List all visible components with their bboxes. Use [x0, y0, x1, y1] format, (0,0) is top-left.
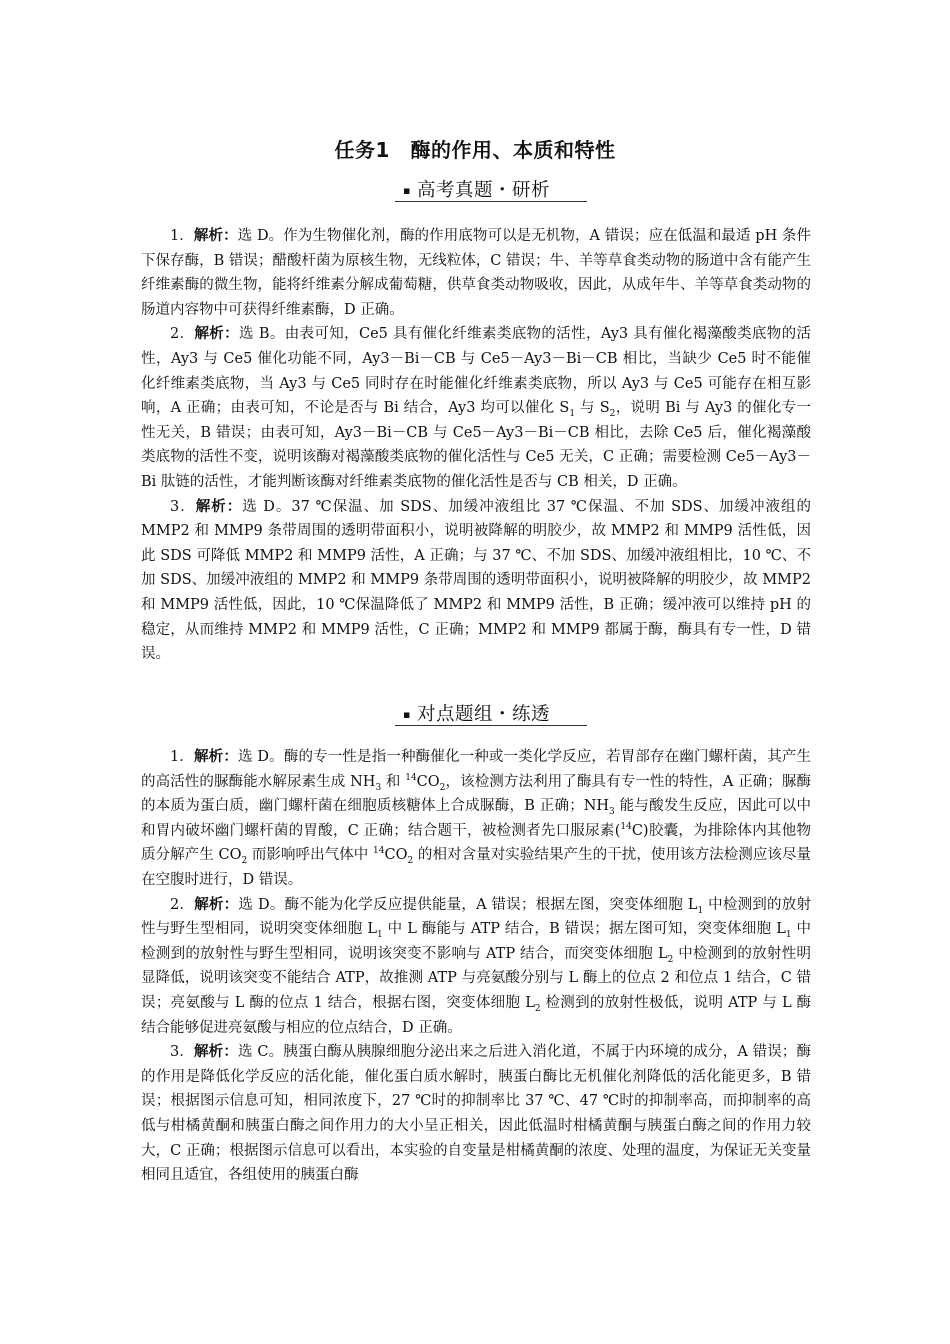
banner-title: 对点题组・练透	[417, 704, 551, 725]
answer-paragraph	[141, 1040, 811, 1188]
answer-number: 3．	[170, 498, 196, 515]
section-banner-practice	[395, 700, 587, 728]
answer-label: 解析：	[193, 228, 238, 244]
answers-section-1	[141, 224, 811, 667]
answer-label: 解析：	[194, 326, 240, 343]
square-bullet-icon: ▪	[403, 184, 411, 197]
answer-number: 1．	[170, 749, 195, 765]
page-title: 任务1 酶的作用、本质和特性	[334, 138, 616, 162]
answer-label: 解析：	[194, 1044, 238, 1061]
banner-underline	[395, 201, 587, 202]
answer-body: 选 D。37 ℃保温、加 SDS、加缓冲液组比 37 ℃保温、不加 SDS、加缓冲液组的 MMP2 和 MMP9 条带周围的透明带面积小，说明被降解的明胶少，故 MMP2 和 MMP9 活性低，因此 SDS 可降低 MMP2 和 MMP9 活性，A 正确；与 37 ℃、不加 SDS、加缓冲液组相比，10 ℃、不加 SDS、加缓冲液组的 MMP2 和 MMP9 条带周围的透明带面积小，说明被降解的明胶少，故 MMP2 和 MMP9 活性低，因此，10 ℃保温降低了 MMP2 和 MMP9 活性，B 正确；缓冲液可以维持 pH 的稳定，从而维持 MMP2 和 MMP9 活性，C 正确；MMP2 和 MMP9 都属于酶，酶具有专一性，D 错误。	[141, 498, 812, 663]
answer-body: 选 D。酶不能为化学反应提供能量，A 错误；根据左图，突变体细胞 $L_1$ 中检测到的放射性与野生型相同，说明突变体细胞 $L_1$ 中 L 酶能与 ATP 结合，B 错误；据左图可知，突变体细胞 $L_1$ 中检测到的放射性与野生型相同，说明该突变不影响与 ATP 结合，而突变体细胞 $L_2$ 中检测到的放射性明显降低，说明该突变不能结合 ATP，故推测 ATP 与亮氨酸分别与 L 酶上的位点 2 和位点 1 结合，C 错误；亮氨酸与 L 酶的位点 1 结合，根据右图，突变体细胞 $L_2$ 检测到的放射性极低，说明 ATP 与 L 酶结合能够促进亮氨酸与相应的位点结合，D 正确。	[141, 896, 812, 1036]
answer-paragraph	[141, 745, 811, 893]
answer-body: 选 D。作为生物催化剂，酶的作用底物可以是无机物，A 错误；应在低温和最适 pH 条件下保存酶，B 错误；醋酸杆菌为原核生物，无线粒体，C 错误；牛、羊等草食类动物的肠道中含有能产生纤维素酶的微生物，能将纤维素分解成葡萄糖，供草食类动物吸收，因此，从成年牛、羊等草食类动物的肠道内容物中可获得纤维素酶，D 正确。	[141, 228, 811, 318]
answer-paragraph	[141, 224, 811, 322]
answer-label: 解析：	[194, 749, 238, 765]
answer-paragraph	[141, 322, 811, 494]
answer-paragraph	[141, 495, 811, 667]
answer-label: 解析：	[194, 896, 239, 913]
answer-number: 2．	[170, 326, 195, 343]
answer-number: 3．	[170, 1044, 195, 1061]
answer-body: 选 C。胰蛋白酶从胰腺细胞分泌出来之后进入消化道，不属于内环境的成分，A 错误；酶的作用是降低化学反应的活化能，催化蛋白质水解时，胰蛋白酶比无机催化剂降低的活化能更多，B 错误；根据图示信息可知，相同浓度下，27 ℃时的抑制率比 37 ℃、47 ℃时的抑制率高，而抑制率的高低与柑橘黄酮和胰蛋白酶之间作用力的大小呈正相关，因此低温时柑橘黄酮与胰蛋白酶之间的作用力较大，C 正确；根据图示信息可以看出，本实验的自变量是柑橘黄酮的浓度、处理的温度，为保证无关变量相同且适宜，各组使用的胰蛋白酶	[141, 1044, 812, 1184]
answer-number: 2．	[170, 896, 195, 913]
square-bullet-icon: ▪	[403, 708, 411, 721]
answer-number: 1．	[170, 228, 194, 244]
answer-body: 选 D。酶的专一性是指一种酶催化一种或一类化学反应，若胃部存在幽门螺杆菌，其产生的高活性的脲酶能水解尿素生成 $NH_3$ 和 $^{14}CO_2$，该检测方法利用了酶具有专一性的特性，A 正确；脲酶的本质为蛋白质，幽门螺杆菌在细胞质核糖体上合成脲酶，B 正确；$NH_3$ 能与酸发生反应，因此可以中和胃内破坏幽门螺杆菌的胃酸，C 正确；结合题干，被检测者先口服尿素($^{14}$C)胶囊，为排除体内其他物质分解产生 $CO_2$ 而影响呼出气体中 $^{14}CO_2$ 的相对含量对实验结果产生的干扰，使用该方法检测应该尽量在空腹时进行，D 错误。	[141, 749, 812, 888]
answer-paragraph	[141, 893, 811, 1041]
section-banner-gaokao	[395, 176, 587, 204]
answers-section-2	[141, 745, 811, 1188]
answer-body: 选 B。由表可知，Ce5 具有催化纤维素类底物的活性，Ay3 具有催化褐藻酸类底物的活性，Ay3 与 Ce5 催化功能不同，Ay3－Bi－CB 与 Ce5－Ay3－Bi－CB 相比，当缺少 Ce5 时不能催化纤维素类底物，当 Ay3 与 Ce5 同时存在时能催化纤维素类底物，所以 Ay3 与 Ce5 可能存在相互影响，A 正确；由表可知，不论是否与 Bi 结合，Ay3 均可以催化 $S_1$ 与 $S_2$，说明 Bi 与 Ay3 的催化专一性无关，B 错误；由表可知，Ay3－Bi－CB 与 Ce5－Ay3－Bi－CB 相比，去除 Ce5 后，催化褐藻酸类底物的活性不变，说明该酶对褐藻酸类底物的催化活性与 Ce5 无关，C 正确；需要检测 Ce5－Ay3－Bi 肽链的活性，才能判断该酶对纤维素类底物的催化活性是否与 CB 相关，D 正确。	[141, 326, 811, 490]
banner-title: 高考真题・研析	[417, 180, 551, 201]
banner-underline	[395, 725, 587, 726]
answer-label: 解析：	[195, 498, 243, 515]
